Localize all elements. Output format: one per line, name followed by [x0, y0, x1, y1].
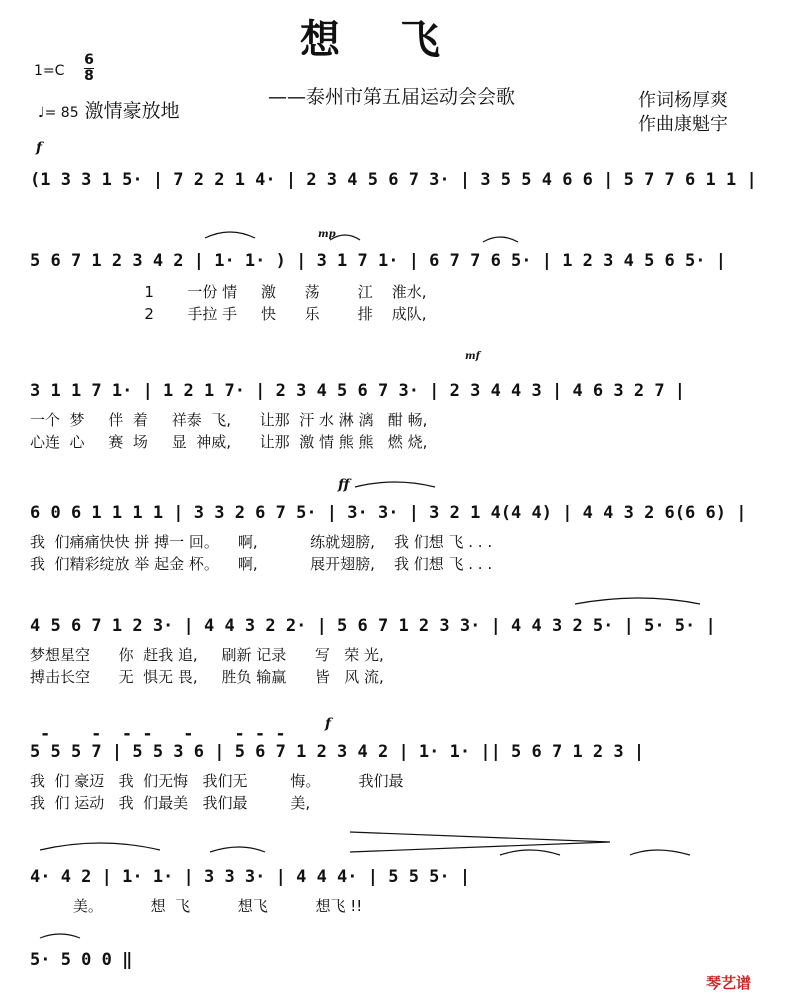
meter-denominator: 8 — [84, 68, 94, 84]
dynamic-marking: f — [325, 716, 332, 732]
site-logo: 琴艺谱 — [706, 974, 752, 992]
slur — [330, 235, 360, 240]
dynamic-marking: ff — [338, 477, 350, 493]
notation-line: 4· 4 2 | 1· 1· | 3 3 3· | 4 4 4· | 5 5 5· | — [30, 867, 471, 887]
slur — [210, 847, 265, 852]
lyric-verse-1: 1 一份 情 激 荡 江 淮水, — [30, 283, 427, 301]
lyric-verse-1: 我 们 豪迈 我 们无悔 我们无 悔。 我们最 — [30, 772, 404, 790]
meter-numerator: 6 — [84, 52, 94, 68]
song-subtitle: ——泰州市第五届运动会会歌 — [268, 86, 516, 108]
slur — [500, 850, 560, 855]
lyric-verse-2: 我 们精彩绽放 举 起金 杯。 啊, 展开翅膀, 我 们想 飞 . . . — [30, 555, 493, 573]
composer-credit: 作曲康魁宇 — [638, 114, 728, 135]
song-title: 想飞 — [300, 17, 500, 63]
tempo-value: ♩= 85 — [38, 105, 79, 121]
extension-dashes: - - - - - - - - — [40, 724, 286, 744]
slur — [355, 482, 435, 487]
slur — [630, 850, 690, 855]
lyric-verse-1: 我 们痛痛快快 拼 搏一 回。 啊, 练就翅膀, 我 们想 飞 . . . — [30, 533, 493, 551]
lyric-verse-1: 美。 想 飞 想飞 想飞 !! — [30, 897, 363, 915]
mood-marking: 激情豪放地 — [84, 100, 180, 122]
notation-line: (1 3 3 1 5· | 7 2 2 1 4· | 2 3 4 5 6 7 3· | 3 5 5 4 6 6 | 5 7 7 6 1 1 | — [30, 170, 757, 190]
notation-line: 5 5 5 7 | 5 5 3 6 | 5 6 7 1 2 3 4 2 | 1· 1· || 5 6 7 1 2 3 | — [30, 742, 645, 762]
notation-line: 5· 5 0 0 ‖ — [30, 950, 133, 970]
lyricist-credit: 作词杨厚爽 — [638, 90, 728, 111]
key-signature: 1=C — [34, 63, 65, 79]
notation-line: 3 1 1 7 1· | 1 2 1 7· | 2 3 4 5 6 7 3· | 2 3 4 4 3 | 4 6 3 2 7 | — [30, 381, 686, 401]
lyric-verse-2: 我 们 运动 我 们最美 我们最 美, — [30, 794, 311, 812]
lyric-verse-1: 梦想星空 你 赶我 追, 刷新 记录 写 荣 光, — [30, 646, 384, 664]
lyric-verse-2: 2 手拉 手 快 乐 排 成队, — [30, 305, 427, 323]
notation-line: 4 5 6 7 1 2 3· | 4 4 3 2 2· | 5 6 7 1 2 3 3· | 4 4 3 2 5· | 5· 5· | — [30, 616, 716, 636]
lyric-verse-1: 一个 梦 伴 着 祥泰 飞, 让那 汗 水 淋 漓 酣 畅, — [30, 411, 428, 429]
slur — [575, 598, 700, 604]
crescendo-hairpin — [350, 832, 610, 852]
lyric-verse-2: 搏击长空 无 惧无 畏, 胜负 输赢 皆 风 流, — [30, 668, 384, 686]
slur — [205, 232, 255, 238]
notation-line: 5 6 7 1 2 3 4 2 | 1· 1· ) | 3 1 7 1· | 6 7 7 6 5· | 1 2 3 4 5 6 5· | — [30, 251, 726, 271]
slur — [483, 237, 518, 242]
notation-line: 6 0 6 1 1 1 1 | 3 3 2 6 7 5· | 3· 3· | 3 2 1 4(4 4) | 4 4 3 2 6(6 6) | — [30, 503, 747, 523]
dynamic-marking: mp — [318, 229, 336, 240]
dynamic-marking: f — [36, 140, 43, 156]
slur — [40, 843, 160, 850]
lyric-verse-2: 心连 心 赛 场 显 神威, 让那 激 情 熊 熊 燃 烧, — [30, 433, 428, 451]
dynamic-marking: mf — [465, 351, 480, 362]
slur — [40, 934, 80, 938]
